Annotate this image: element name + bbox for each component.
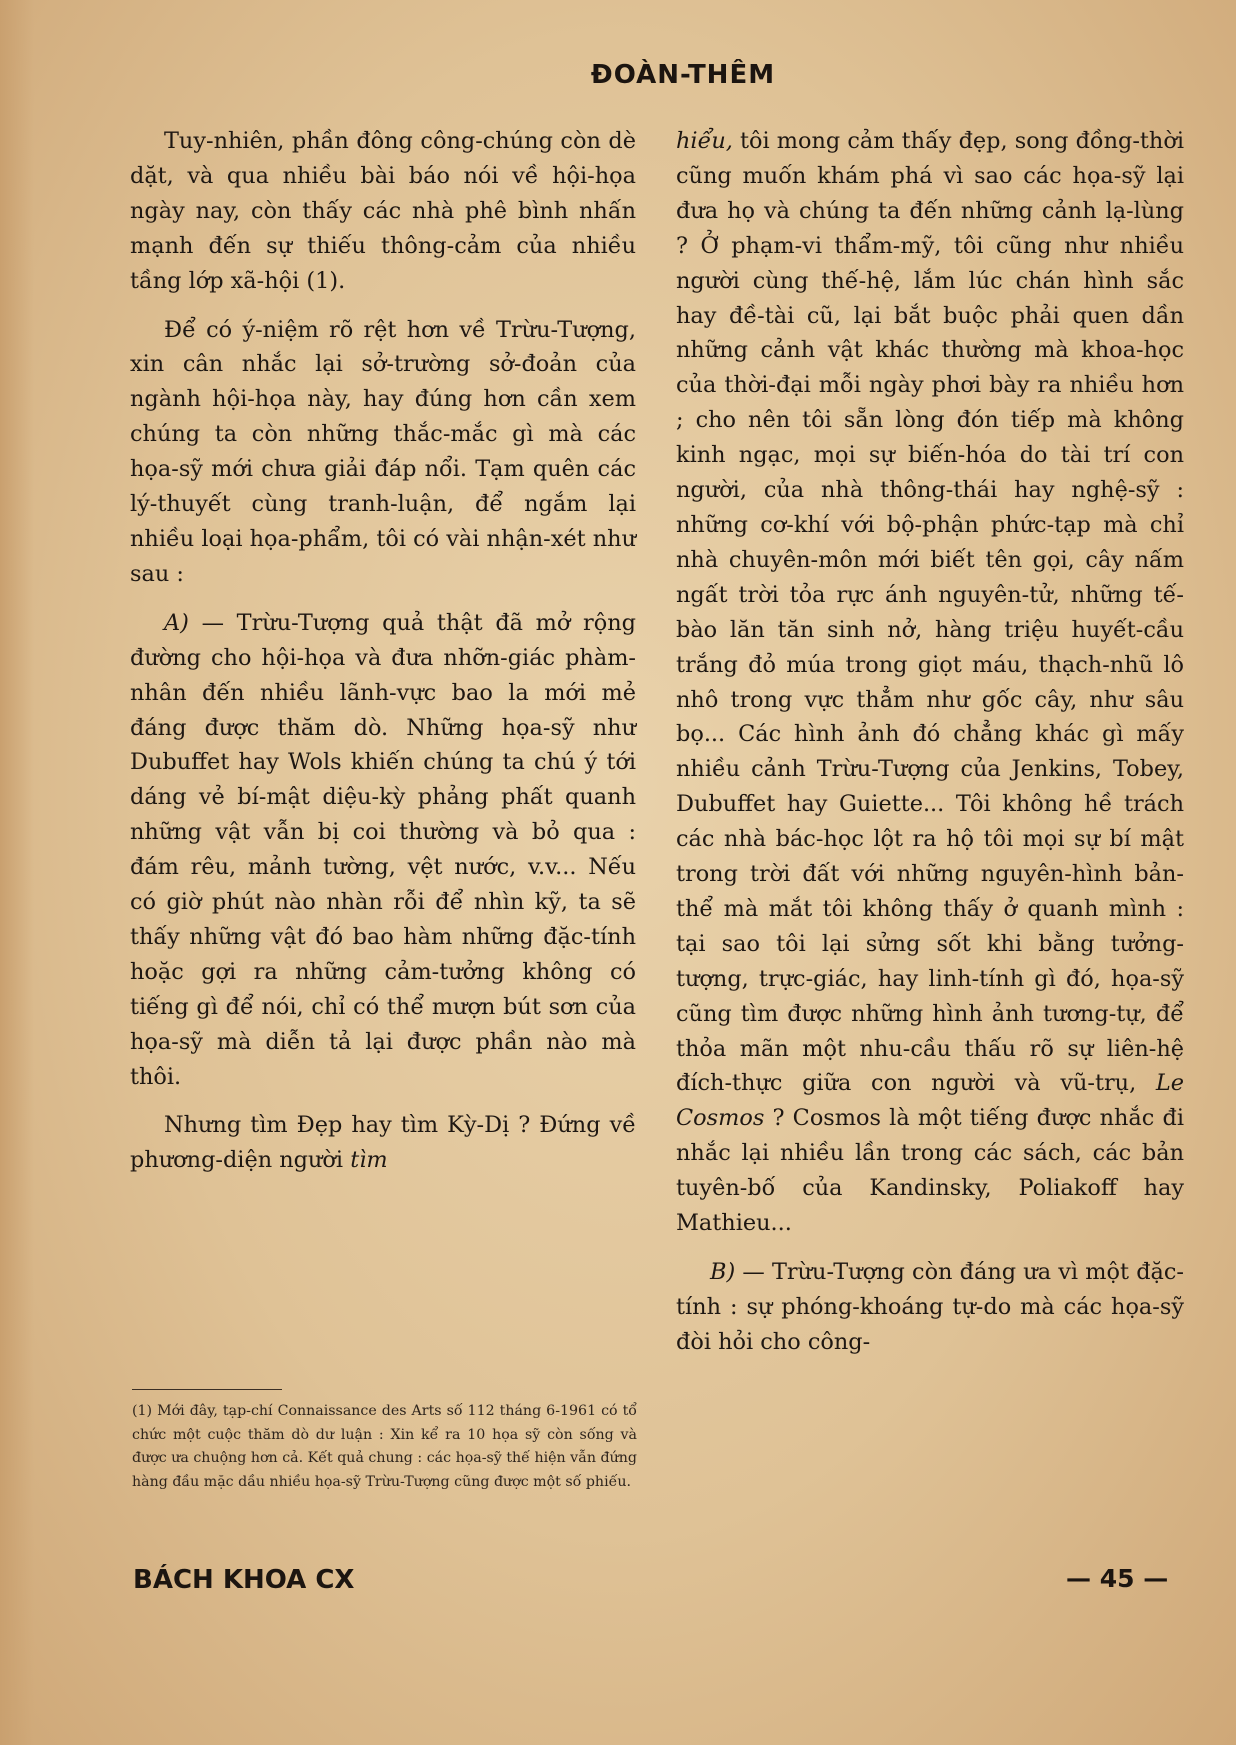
cosmos-italic-start: hiểu, [676, 128, 733, 154]
right-column [676, 124, 1184, 1360]
paragraph-abstract-intro: Để có ý-niệm rõ rệt hơn về Trừu-Tượng, xin cân nhắc lại sở-trường sở-đoản của ngành hội-họa này, hay đúng hơn cần xem chúng ta còn những thắc-mắc gì mà các họa-sỹ mới chưa giải đáp nổi. Tạm quên các lý-thuyết cùng tranh-luận, để ngắm lại nhiều loại họa-phẩm, tôi có vài nhận-xét như sau : [130, 316, 636, 587]
page-number: — 45 — [1066, 1564, 1169, 1593]
paper-edge-shadow [0, 0, 34, 1745]
footnote-rule [132, 1389, 282, 1390]
paragraph-cosmos [676, 124, 1184, 1241]
magazine-title: BÁCH KHOA CX [133, 1565, 355, 1595]
footnote: (1) Mới đây, tạp-chí Connaissance des Arts số 112 tháng 6-1961 có tổ chức một cuộc thăm dò dư luận : Xin kể ra 10 họa sỹ còn sống và được ưa chuộng hơn cả. Kết quả chung : các họa-sỹ thế hiện vẫn đứng hàng đầu mặc dầu nhiều họa-sỹ Trừu-Tượng cũng được một số phiếu. [132, 1403, 637, 1490]
paragraph-point-a [130, 606, 636, 1095]
point-b-label: B) [710, 1259, 736, 1285]
beauty-italic: tìm [350, 1147, 388, 1174]
cosmos-text-b: ? Cosmos là một tiếng được nhắc đi nhắc lại nhiều lần trong các sách, các bản tuyên-bố của Kandinsky, Poliakoff hay Mathieu... [676, 1105, 1184, 1237]
paragraph-point-b [676, 1255, 1184, 1360]
cosmos-italic-term: Le Cosmos [676, 1070, 1184, 1132]
paragraph-beauty-or-strange [130, 1108, 636, 1178]
cosmos-text-a: tôi mong cảm thấy đẹp, song đồng-thời cũng muốn khám phá vì sao các họa-sỹ lại đưa họ và chúng ta đến những cảnh lạ-lùng ? Ở phạm-vi thẩm-mỹ, tôi cũng như nhiều người cùng thế-hệ, lắm lúc chán hình sắc hay đề-tài cũ, lại bắt buộc phải quen dần những cảnh vật khác thường mà khoa-học của thời-đại mỗi ngày phơi bày ra nhiều hơn ; cho nên tôi sẵn lòng đón tiếp mà không kinh ngạc, mọi sự biến-hóa do tài trí con người, của nhà thông-thái hay nghệ-sỹ : những cơ-khí với bộ-phận phức-tạp mà chỉ nhà chuyên-môn mới biết tên gọi, cây nấm ngất trời tỏa rực ánh nguyên-tử, những tế-bào lăn tăn sinh nở, hàng triệu huyết-cầu trắng đỏ múa trong giọt máu, thạch-nhũ lô nhô trong vực thẳm như gốc cây, như sâu bọ... Các hình ảnh đó chẳng khác gì mấy nhiều cảnh Trừu-Tượng của Jenkins, Tobey, Dubuffet hay Guiette... Tôi không hề trách các nhà bác-học lột ra hộ tôi mọi sự bí mật trong trời đất với những nguyên-hình bản-thể mà mắt tôi không thấy ở quanh mình : tại sao tôi lại sửng sốt khi bằng tưởng-tượng, trực-giác, hay linh-tính gì đó, họa-sỹ cũng tìm được những hình ảnh tương-tự, để thỏa mãn một nhu-cầu thấu rõ sự liên-hệ đích-thực giữa con người và vũ-trụ, [676, 128, 1184, 1097]
paragraph-public-reception: Tuy-nhiên, phần đông công-chúng còn dè dặt, và qua nhiều bài báo nói về hội-họa ngày nay, còn thấy các nhà phê bình nhấn mạnh đến sự thiếu thông-cảm của nhiều tầng lớp xã-hội (1). [130, 128, 636, 294]
running-header: ĐOÀN-THÊM [590, 60, 776, 90]
point-a-text: — Trừu-Tượng quả thật đã mở rộng đường cho hội-họa và đưa nhỡn-giác phàm-nhân đến nhiều lãnh-vực bao la mới mẻ đáng được thăm dò. Những họa-sỹ như Dubuffet hay Wols khiến chúng ta chú ý tới dáng vẻ bí-mật diệu-kỳ phảng phất quanh những vật vẫn bị coi thường và bỏ qua : đám rêu, mảnh tường, vệt nước, v.v... Nếu có giờ phút nào nhàn rỗi để nhìn kỹ, ta sẽ thấy những vật đó bao hàm những đặc-tính hoặc gợi ra những cảm-tưởng không có tiếng gì để nói, chỉ có thể mượn bút sơn của họa-sỹ mà diễn tả lại được phần nào mà thôi. [130, 609, 636, 1090]
point-a-label: A) [164, 609, 189, 636]
beauty-text: Nhưng tìm Đẹp hay tìm Kỳ-Dị ? Đứng về phương-diện người [130, 1112, 636, 1174]
left-column [130, 124, 636, 1178]
point-b-text: — Trừu-Tượng còn đáng ưa vì một đặc-tính : sự phóng-khoáng tự-do mà các họa-sỹ đòi hỏi cho công- [676, 1259, 1184, 1355]
